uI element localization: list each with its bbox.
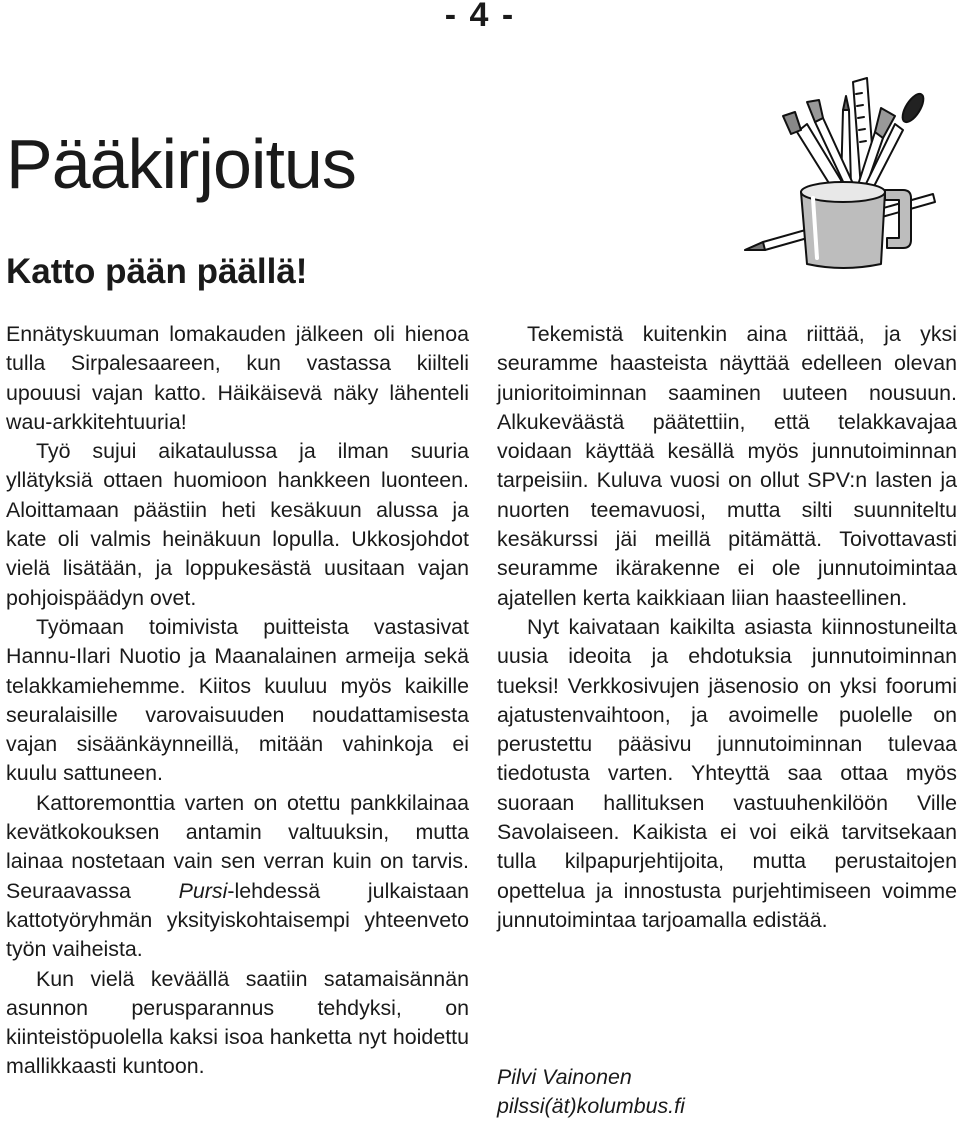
paragraph-text: -lehdessä julkaistaan kattotyöryhmän yksityiskohtaisempi yhteenveto työn vaiheista. — [6, 878, 469, 962]
paragraph: Tekemistä kuitenkin aina riittää, ja yksi seuramme haasteista näyttää edelleen olevan junioritoiminnan saaminen uuteen nousuun. Alkukeväästä päätettiin, että telakkavajaa voidaan käyttää kesällä myös junnutoiminnan tarpeisiin. Kuluva vuosi on ollut SPV:n lasten ja nuorten teemavuosi, mutta silti suunniteltu kesäkurssi jäi meillä pitämättä. Toivottavasti seuramme ikärakenne ei ole junnutoimintaa ajatellen kerta kaikkiaan liian haasteellinen. — [497, 322, 957, 610]
paragraph: Työ sujui aikataulussa ja ilman suuria yllätyksiä ottaen huomioon hankkeen luonteen. Aloittamaan päästiin heti kesäkuun alussa ja kate oli valmis heinäkuun lopulla. Ukkosjohdot vielä lisätään, ja loppukesästä uusitaan vajan pohjoispäädyn ovet. — [6, 439, 469, 610]
author-email: pilssi(ät)kolumbus.fi — [497, 1094, 685, 1118]
left-column — [6, 320, 469, 1082]
page-number: - 4 - — [444, 0, 516, 34]
paragraph: Nyt kaivataan kaikilta asiasta kiinnostuneilta uusia ideoita ja ehdotuksia junnutoiminnan tueksi! Verkkosivujen jäsenosio on yksi foorumi ajatustenvaihtoon, ja avoimelle puolelle on perustettu pääsivu junnutoiminnan tulevaa tiedotusta varten. Yhteyttä saa ottaa myös suoraan hallituksen vastuuhenkilöön Ville Savolaiseen. Kaikista ei voi eikä tarvitsekaan tulla kilpapurjehtijoita, mutta perustaitojen opettelua ja innostusta purjehtimiseen voimme junnutoimintaa tarjoamalla edistää. — [497, 614, 957, 932]
right-column — [497, 320, 957, 935]
pencil-cup-icon — [735, 72, 950, 272]
paragraph: Työmaan toimivista puitteista vastasivat Hannu-Ilari Nuotio ja Maanalainen armeija sekä telakkamiehemme. Kiitos kuuluu myös kaikille seuralaisille varovaisuuden noudattamisesta vajan sisäänkäynneillä, mitään vahinkoja ei kuulu sattuneen. — [6, 614, 469, 786]
article-headline: Katto pään päällä! — [6, 252, 308, 291]
paragraph — [6, 789, 469, 965]
paragraph-text: Kattoremonttia varten on otettu pankkilainaa kevätkokouksen antamin valtuuksin, mutta lainaa nostetaan vain sen verran kuin on tarvis. Seuraavassa — [6, 790, 469, 903]
section-title: Pääkirjoitus — [6, 125, 356, 203]
signature — [497, 1063, 685, 1121]
author-name: Pilvi Vainonen — [497, 1065, 632, 1089]
magazine-name: Pursi — [178, 878, 228, 903]
paragraph: Kun vielä keväällä saatiin satamaisännän asunnon perusparannus tehdyksi, on kiinteistöpuolella kaksi isoa hanketta nyt hoidettu mallikkaasti kuntoon. — [6, 966, 469, 1079]
paragraph: Ennätyskuuman lomakauden jälkeen oli hienoa tulla Sirpalesaareen, kun vastassa kiilteli upouusi vajan katto. Häikäisevä näky lähenteli wau-arkkitehtuuria! — [6, 322, 469, 434]
